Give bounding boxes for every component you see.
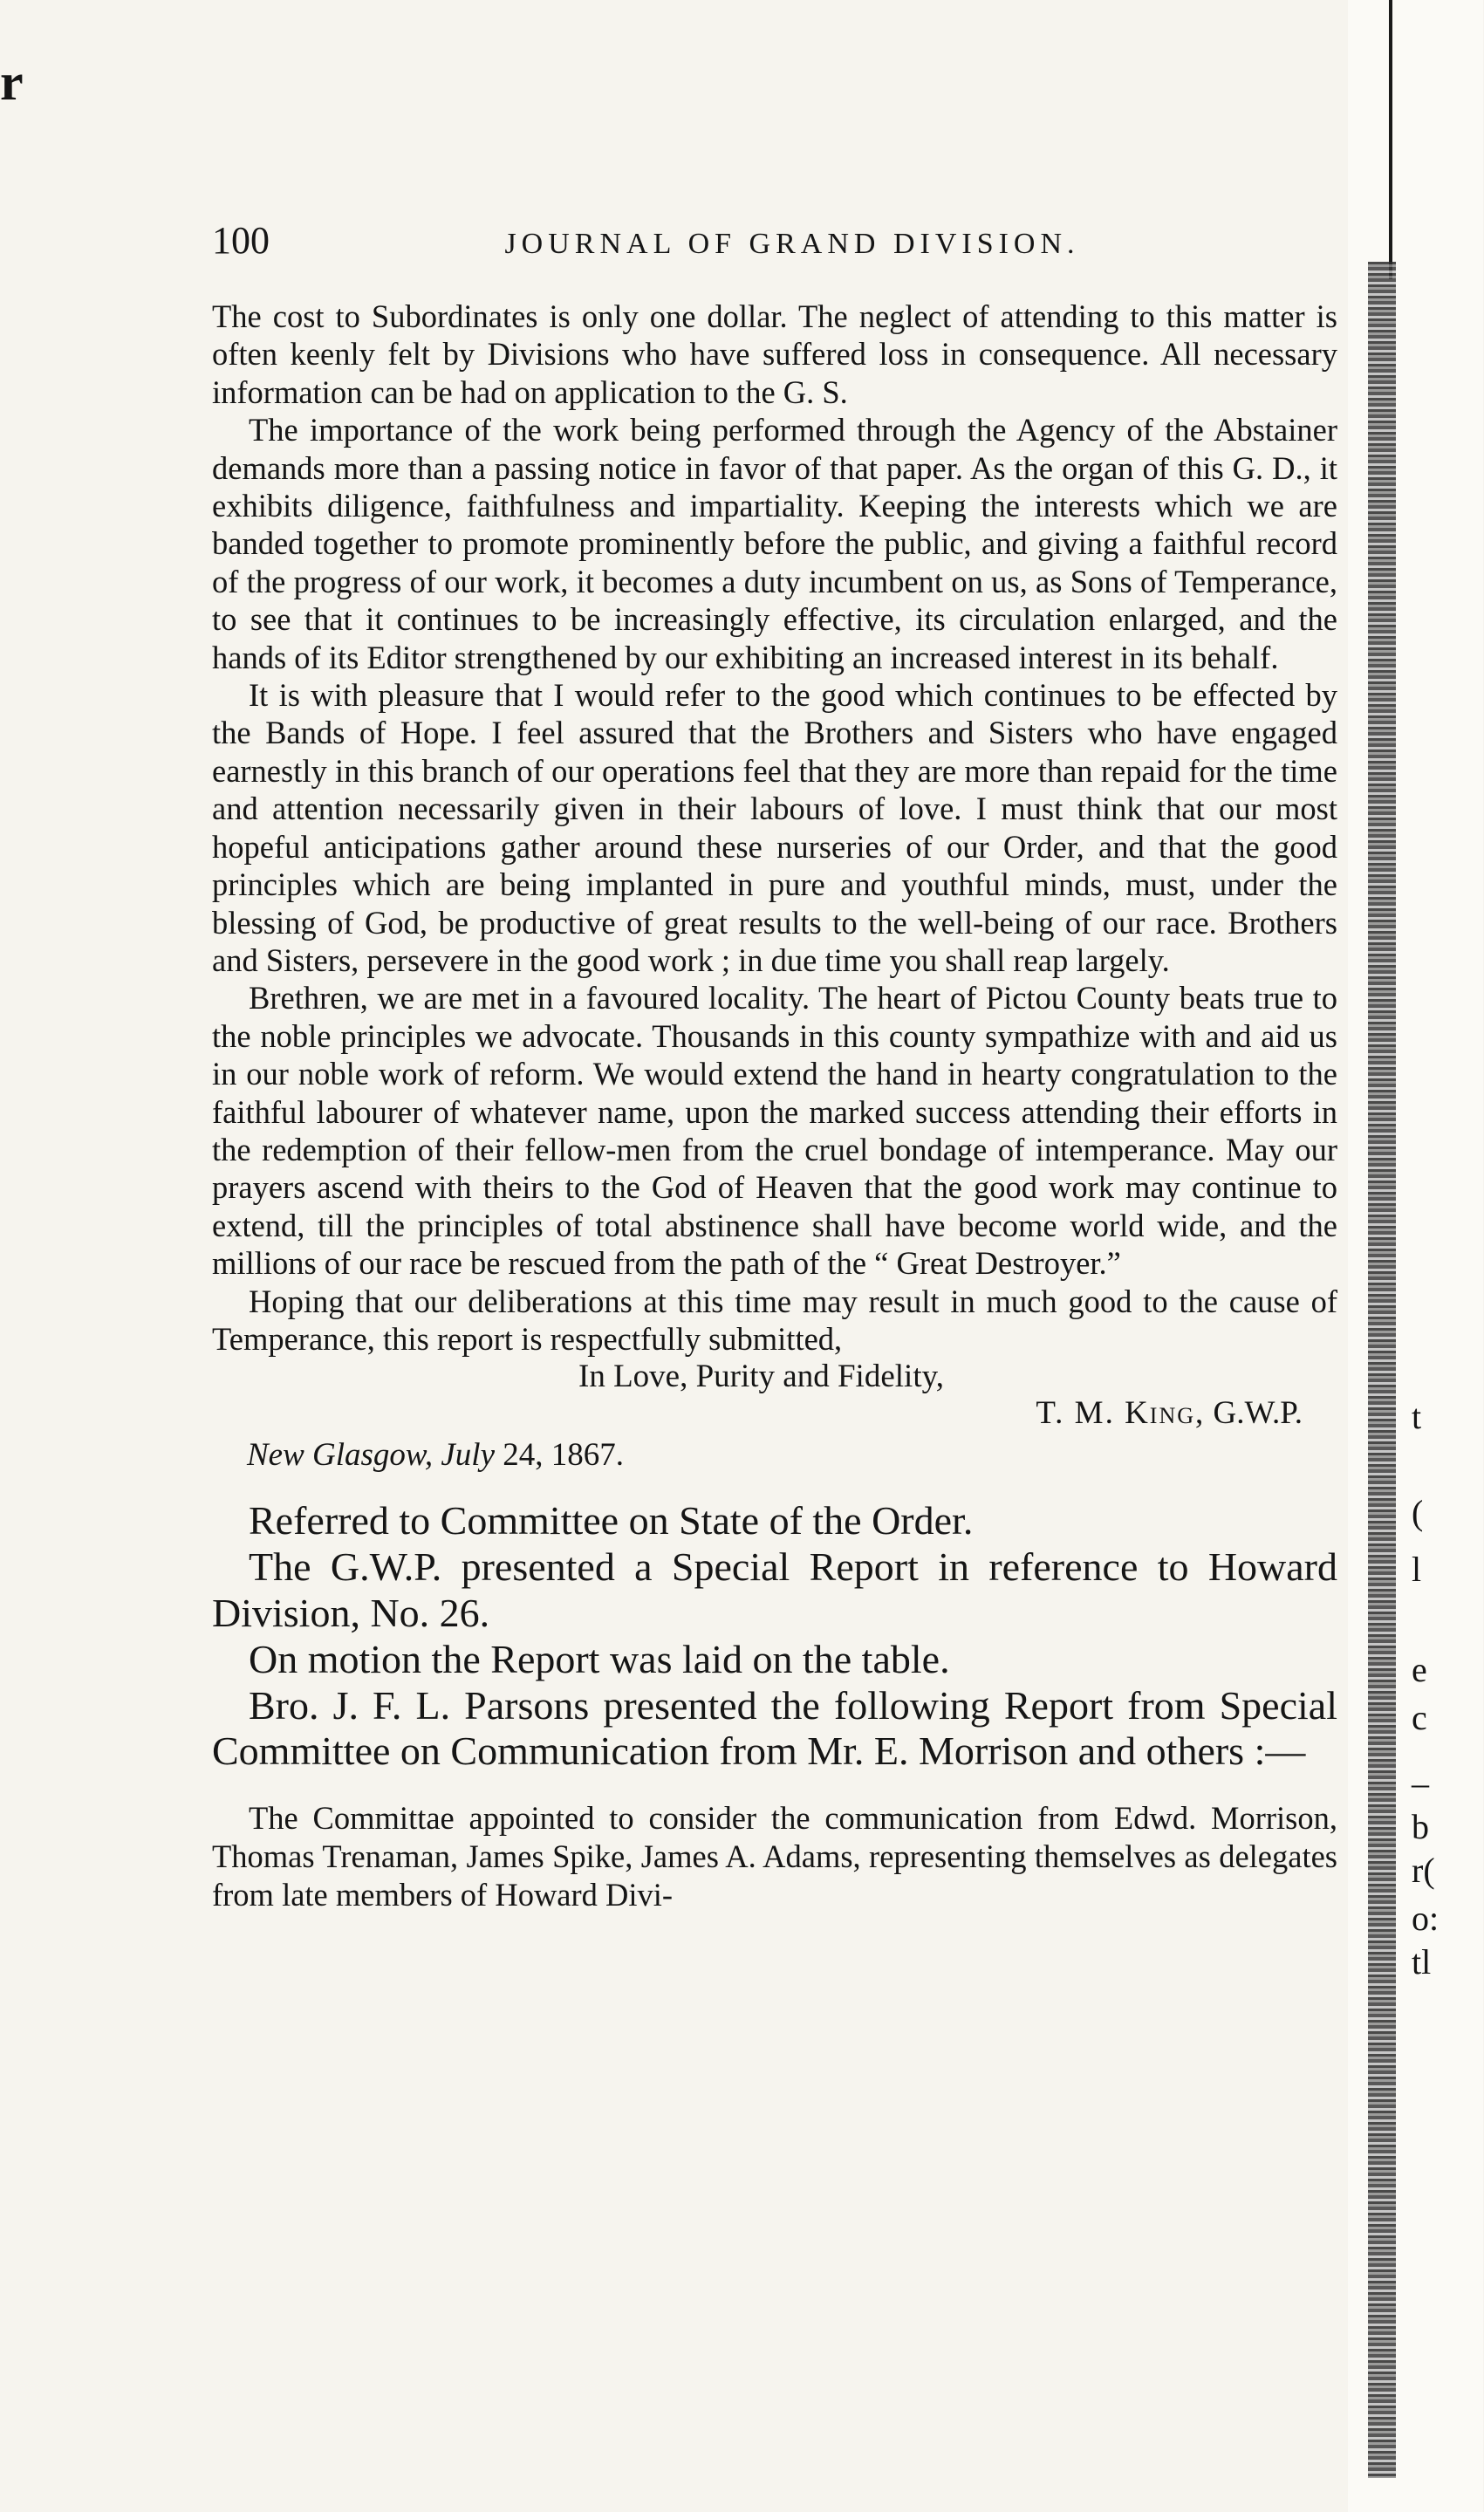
book-page (212, 218, 1337, 1914)
minute-special-report: The G.W.P. presented a Special Report in reference to Howard Division, No. 26. (212, 1544, 1337, 1635)
signature (212, 1395, 1337, 1432)
dateline (247, 1437, 1337, 1474)
paragraph-closing: Hoping that our deliberations at this time may result in much good to the cause of Temperance, this report is respectfully submitted, (212, 1283, 1337, 1357)
edge-letter: l (1412, 1550, 1422, 1589)
committee-report (212, 1799, 1337, 1914)
edge-letter: – (1412, 1763, 1429, 1803)
valediction: In Love, Purity and Fidelity, (578, 1359, 944, 1395)
signature-name: T. M. King, (1036, 1395, 1206, 1432)
running-title: JOURNAL OF GRAND DIVISION. (504, 228, 1080, 260)
edge-letter: ( (1412, 1493, 1424, 1532)
minute-parsons-report: Bro. J. F. L. Parsons presented the following Report from Special Committee on Communication from Mr. E. Morrison and others :— (212, 1682, 1337, 1774)
signature-title: G.W.P. (1213, 1395, 1303, 1432)
page-number: 100 (212, 219, 270, 262)
minute-laid-on-table: On motion the Report was laid on the table. (249, 1636, 950, 1681)
page-header (212, 218, 1337, 263)
minute-referred: Referred to Committee on State of the Order. (249, 1498, 974, 1543)
edge-letter: tl (1412, 1942, 1432, 1982)
committee-report-text: The Committae appointed to consider the communication from Edwd. Morrison, Thomas Trenaman, James Spike, James A. Adams, representing themselves as delegates from late members of Howard Divi- (212, 1800, 1337, 1913)
report-body (212, 298, 1337, 1358)
book-gutter-strip (1368, 262, 1396, 2478)
edge-letter: r( (1412, 1851, 1435, 1890)
paragraph-bands-of-hope: It is with pleasure that I would refer to the good which continues to be effected by the Bands of Hope. I feel assured that the Brothers and Sisters who have engaged earnestly in this branch of our operations feel that they are more than repaid for the time and attention necessarily given in their labours of love. I must think that our most hopeful anticipations gather around these nurseries of our Order, and that the good principles which are being implanted in pure and youthful minds, must, under the blessing of God, be productive of great results to the well-being of our race. Brothers and Sisters, persevere in the good work ; in due time you shall reap largely. (212, 677, 1337, 978)
edge-letter: o: (1412, 1899, 1440, 1938)
minutes-section (212, 1498, 1337, 1775)
spine-edge-line (1389, 0, 1392, 279)
paragraph-abstainer: The importance of the work being performed through the Agency of the Abstainer demands more than a passing notice in favor of that paper. As the organ of this G. D., it exhibits diligence, faithfulness and impartiality. Keeping the interests which we are banded together to promote prominently before the public, and giving a faithful record of the progress of our work, it becomes a duty incumbent on us, as Sons of Temperance, to see that it continues to be increasingly effective, its circulation enlarged, and the hands of its Editor strengthened by our exhibiting an increased interest in its behalf. (212, 412, 1337, 675)
edge-letter: c (1412, 1698, 1427, 1737)
paragraph-subordinates-cost: The cost to Subordinates is only one dollar. The neglect of attending to this matter is often keenly felt by Divisions who have suffered loss in consequence. All necessary information can be had on application to the G. S. (212, 298, 1337, 410)
edge-letter: b (1412, 1807, 1429, 1846)
corner-mark: r (0, 53, 24, 111)
edge-letter: t (1412, 1397, 1422, 1436)
dateline-date: 24, 1867. (503, 1437, 624, 1474)
edge-letter: e (1412, 1650, 1427, 1689)
paragraph-pictou-county: Brethren, we are met in a favoured locality. The heart of Pictou County beats true to the noble principles we advocate. Thousands in this county sympathize with and aid us in our noble work of reform. We would extend the hand in hearty congratulation to the faithful labourer of whatever name, upon the marked success attending their efforts in the redemption of their fellow-men from the cruel bondage of intemperance. May our prayers ascend with theirs to the God of Heaven that the good work may continue to extend, till the principles of total abstinence shall have become world wide, and the millions of our race be rescued from the path of the “ Great Destroyer.” (212, 980, 1337, 1282)
dateline-place: New Glasgow, July (247, 1437, 495, 1474)
